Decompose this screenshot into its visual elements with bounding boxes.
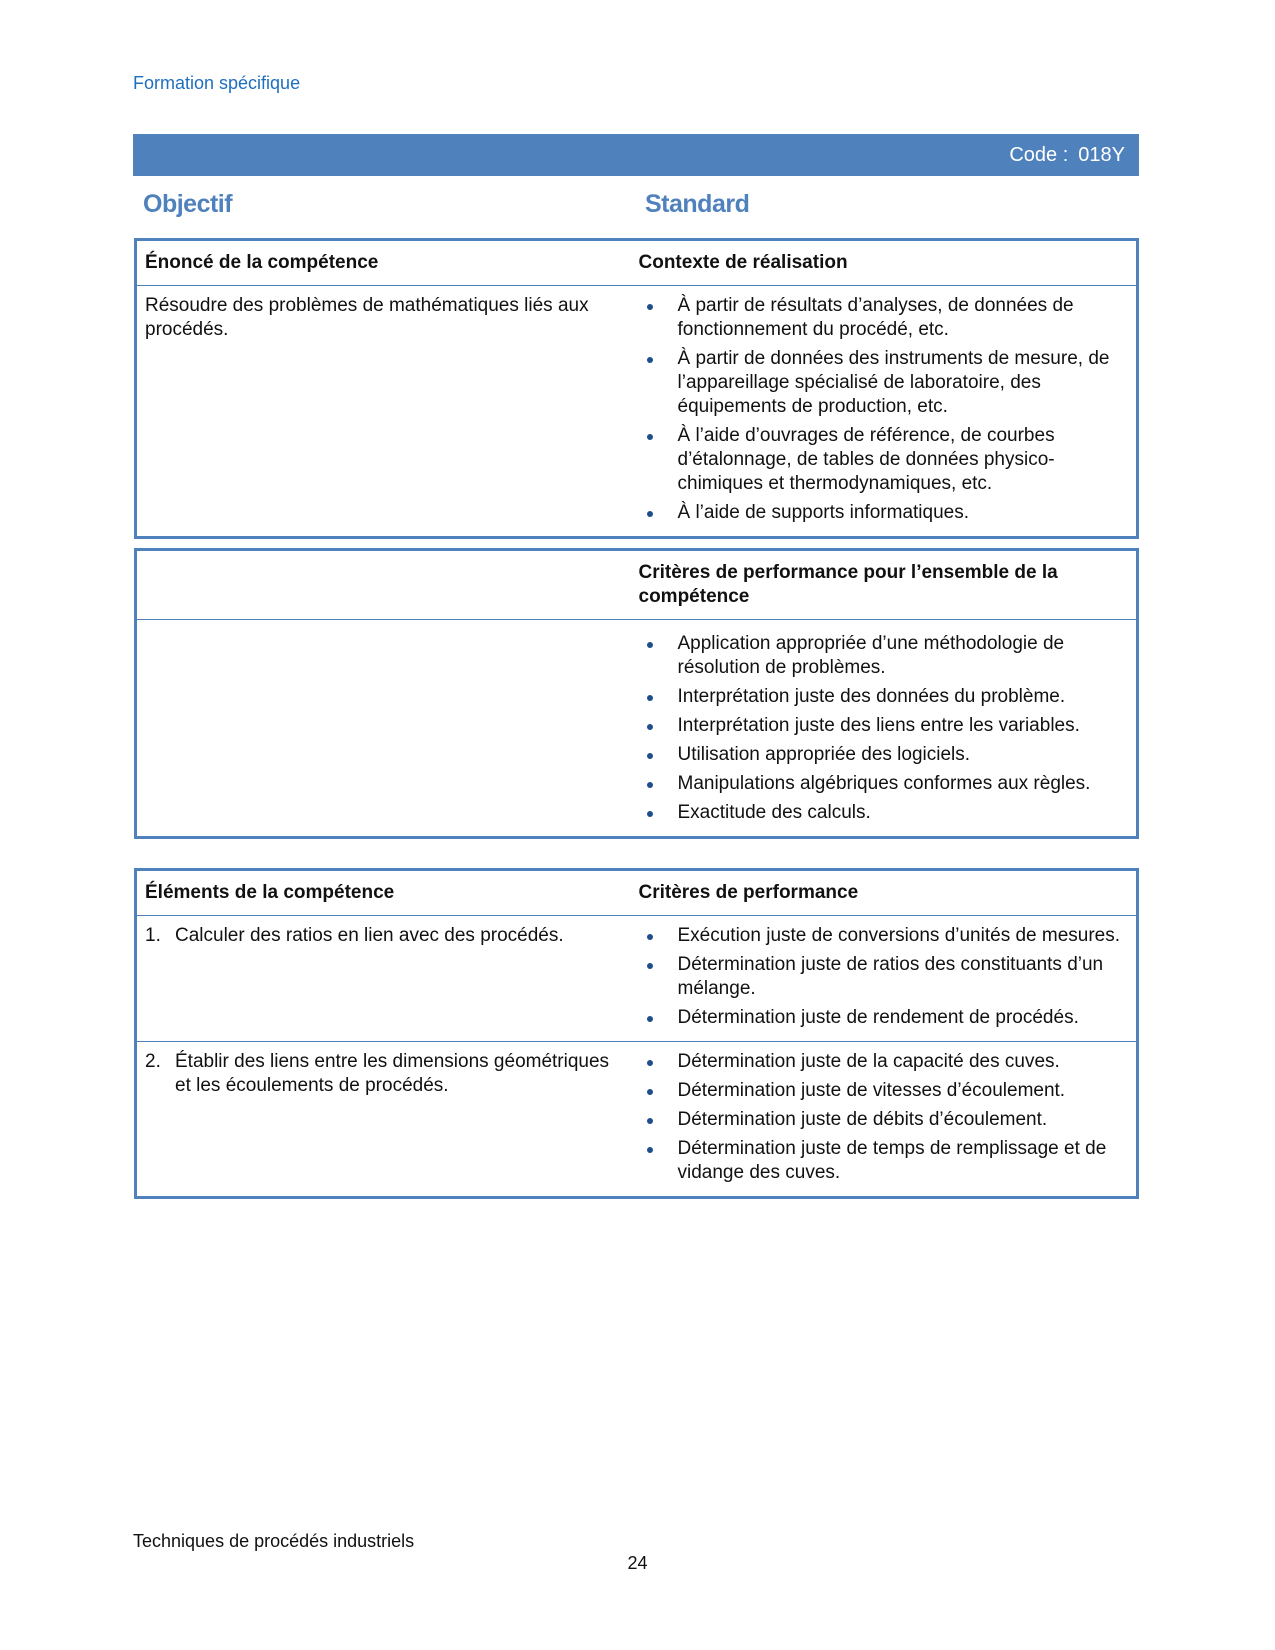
criteria-list — [639, 632, 1129, 825]
code-label: Code : — [1009, 143, 1069, 166]
list-item: Utilisation appropriée des logiciels. — [639, 743, 1129, 767]
list-item: Application appropriée d’une méthodologie de résolution de problèmes. — [639, 632, 1129, 680]
list-item: Interprétation juste des données du problème. — [639, 685, 1129, 709]
list-item: À l’aide d’ouvrages de référence, de courbes d’étalonnage, de tables de données physico-chimiques et thermodynamiques, etc. — [639, 424, 1129, 496]
competence-statement: Résoudre des problèmes de mathématiques liés aux procédés. — [145, 295, 589, 340]
header-criteres-ensemble: Critères de performance pour l’ensemble de la compétence — [631, 550, 1138, 620]
table-row — [136, 916, 1138, 1042]
header-elements: Éléments de la compétence — [136, 870, 631, 916]
criteria-list — [639, 924, 1129, 1030]
header-criteres: Critères de performance — [631, 870, 1138, 916]
list-item: Détermination juste de vitesses d’écoulement. — [639, 1079, 1129, 1103]
list-item: Manipulations algébriques conformes aux règles. — [639, 772, 1129, 796]
element-text: Calculer des ratios en lien avec des procédés. — [175, 925, 564, 946]
list-item: À partir de données des instruments de mesure, de l’appareillage spécialisé de laboratoire, des équipements de production, etc. — [639, 347, 1129, 419]
competence-table — [134, 238, 1139, 539]
list-item: À partir de résultats d’analyses, de données de fonctionnement du procédé, etc. — [639, 294, 1129, 342]
list-item: Détermination juste de temps de remplissage et de vidange des cuves. — [639, 1137, 1129, 1185]
section-standard: Standard — [645, 190, 750, 218]
code-value: 018Y — [1078, 143, 1125, 166]
list-item: Détermination juste de ratios des constituants d’un mélange. — [639, 953, 1129, 1001]
list-item: Exécution juste de conversions d’unités de mesures. — [639, 924, 1129, 948]
header-contexte: Contexte de réalisation — [631, 240, 1138, 286]
element-text: Établir des liens entre les dimensions géométriques et les écoulements de procédés. — [175, 1051, 610, 1096]
list-item: À l’aide de supports informatiques. — [639, 501, 1129, 525]
table-row — [136, 1042, 1138, 1198]
criteria-list — [639, 1050, 1129, 1185]
element-number: 1. — [145, 925, 161, 946]
code-bar — [133, 134, 1139, 176]
global-criteria-table — [134, 548, 1139, 839]
element-number: 2. — [145, 1051, 161, 1072]
list-item: Détermination juste de la capacité des cuves. — [639, 1050, 1129, 1074]
list-item: Détermination juste de débits d’écoulement. — [639, 1108, 1129, 1132]
section-objectif: Objectif — [143, 190, 233, 218]
list-item: Détermination juste de rendement de procédés. — [639, 1006, 1129, 1030]
list-item: Exactitude des calculs. — [639, 801, 1129, 825]
elements-table — [134, 868, 1139, 1199]
footer-program: Techniques de procédés industriels — [133, 1531, 415, 1551]
running-header: Formation spécifique — [133, 73, 301, 93]
header-enonce: Énoncé de la compétence — [136, 240, 631, 286]
page-number: 24 — [627, 1553, 648, 1573]
list-item: Interprétation juste des liens entre les variables. — [639, 714, 1129, 738]
context-list — [639, 294, 1129, 525]
